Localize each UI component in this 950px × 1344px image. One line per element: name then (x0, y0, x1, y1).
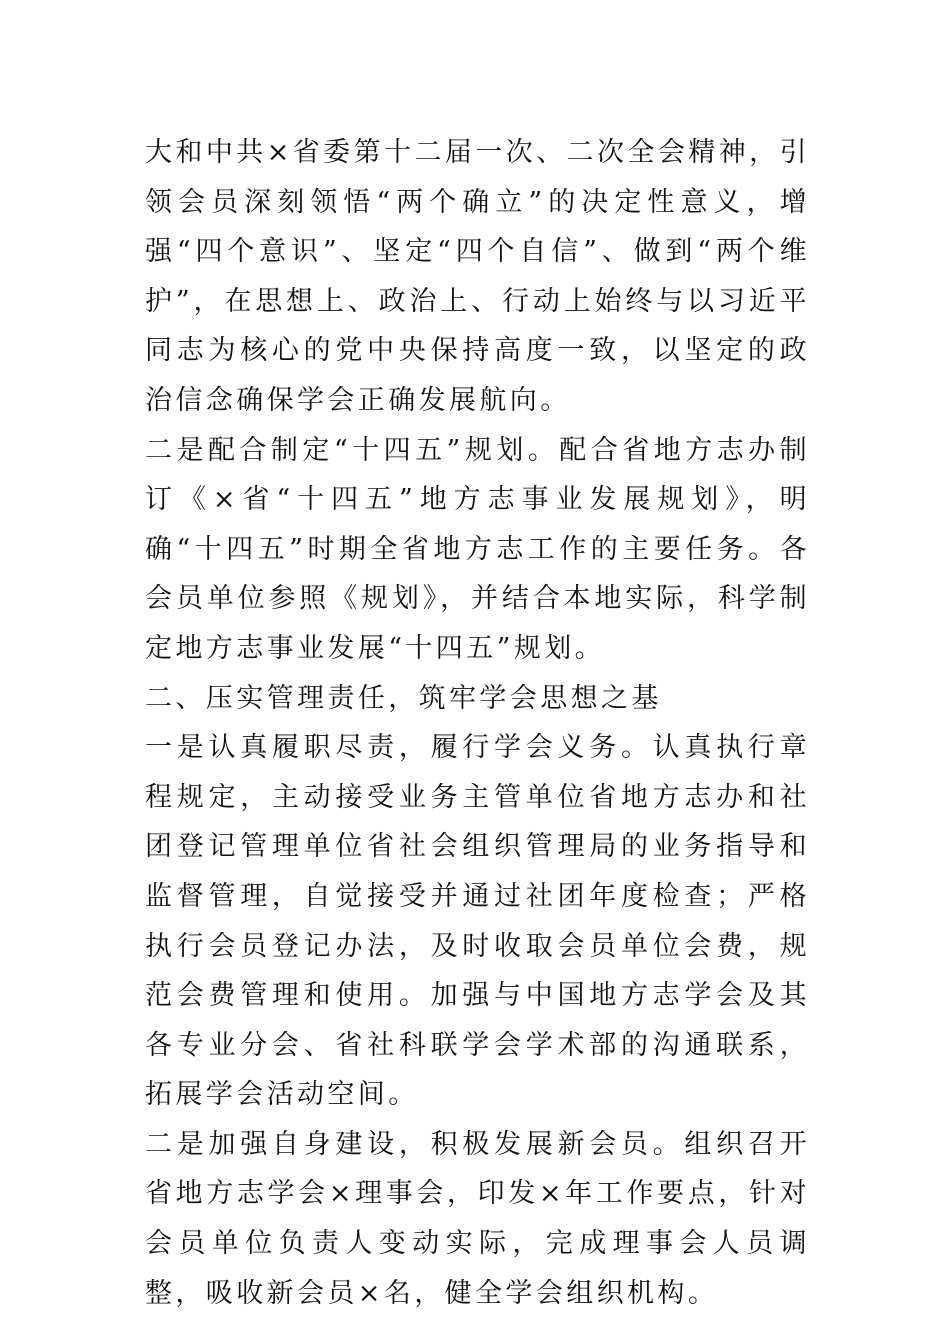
section-heading-management: 二、压实管理责任，筑牢学会思想之基 (145, 682, 662, 714)
paragraph-duties: 一是认真履职尽责，履行学会义务。认真执行章程规定，主动接受业务主管单位省地方志办和社团登记管理单位省社会组织管理局的业务指导和监督管理，自觉接受并通过社团年度检查；严格执行会员登记办法，及时收取会员单位会费，规范会费管理和使用。加强与中国地方志学会及其各专业分会、省社科联学会学术部的沟通联系，拓展学会活动空间。 (145, 732, 810, 1111)
paragraph-five-year-plan: 二是配合制定“十四五”规划。配合省地方志办制订《×省“十四五”地方志事业发展规划》，明确“十四五”时期全省地方志工作的主要任务。各会员单位参照《规划》，并结合本地实际，科学制定地方志事业发展“十四五”规划。 (145, 434, 810, 664)
paragraph-party-spirit: 大和中共×省委第十二届一次、二次全会精神，引领会员深刻领悟“两个确立”的决定性意义，增强“四个意识”、坚定“四个自信”、做到“两个维护”，在思想上、政治上、行动上始终与以习近平同志为核心的党中央保持高度一致，以坚定的政治信念确保学会正确发展航向。 (145, 137, 810, 416)
paragraph-new-members: 二是加强自身建设，积极发展新会员。组织召开省地方志学会×理事会，印发×年工作要点，针对会员单位负责人变动实际，完成理事会人员调整，吸收新会员×名，健全学会组织机构。 (145, 1128, 810, 1309)
document-body (145, 128, 810, 1318)
